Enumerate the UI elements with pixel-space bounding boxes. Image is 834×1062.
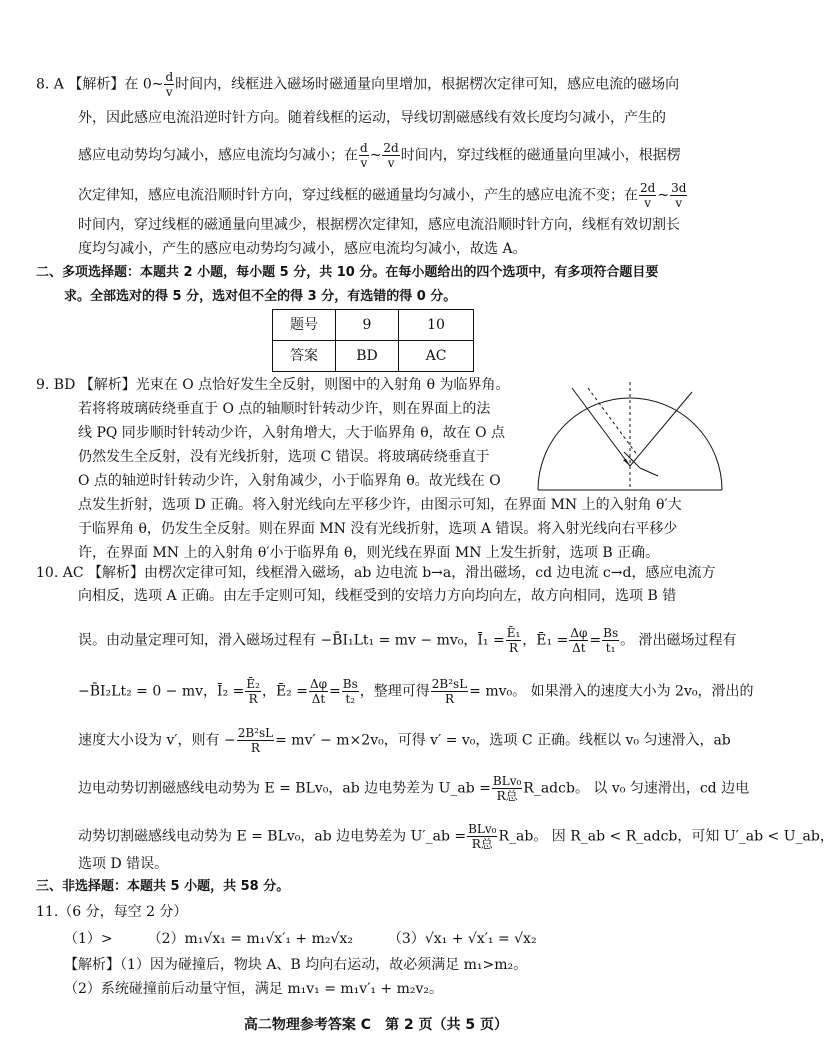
table-cell: AC [399, 341, 474, 372]
fraction: $\frac{2d}{v}$ [640, 181, 656, 210]
fraction: $\frac{\text{Ē₁}}{R}$ [506, 626, 521, 655]
refracted-ray [640, 468, 658, 476]
q8-line-5: 时间内，穿过线框的磁通量向里减少，根据楞次定律知，感应电流沿顺时针方向，线框有效切割长 [78, 217, 680, 233]
q8-line-3: 感应电动势均匀减小，感应电流均匀减小；在 $\frac{d}{v}$ ~ $\frac{2d}{v}$ 时间内，穿过线框的磁通量向里减小，根据楞 [78, 141, 681, 170]
q8-line-4: 次定律知，感应电流沿顺时针方向，穿过线框的磁通量均匀减小，产生的感应电流不变；在 $\frac{2d}{v}$ ~ $\frac{3d}{v}$ [78, 181, 687, 210]
q10-line-3: 误。由动量定理可知，滑入磁场过程有 −B̄I₁Lt₁ = mv − mv₀，Ī₁ = $\frac{\text{Ē₁}}{R}$ ，Ē₁ = $\frac{\Delta\varphi}{\Delta t}$ = $\frac{Bs}{\text{t₁}}$ 。 滑出磁场过程有 [78, 626, 737, 655]
q10-line-5: 速度大小设为 v′，则有 − $\frac{\text{2B²sL}}{R}$ = mv′ − m×2v₀，可得 v′ = v₀，选项 C 正确。线框以 v₀ 匀速滑入，ab [78, 726, 731, 755]
table-row [273, 341, 474, 372]
fraction: $\frac{\Delta\varphi}{\Delta t}$ [309, 677, 328, 706]
q9-line-5: O 点的轴逆时针转动少许，入射角减少，小于临界角 θ。故光线在 O [78, 473, 501, 489]
fraction: $\frac{3d}{v}$ [671, 181, 687, 210]
section-3-heading: 三、非选择题：本题共 5 小题，共 58 分。 [36, 879, 290, 894]
fraction: $\frac{\text{2B²sL}}{R}$ [237, 726, 274, 755]
q11-line-4: （2）系统碰撞前后动量守恒，满足 m₁v₁ = m₁v′₁ + m₂v₂。 [64, 981, 444, 997]
incident-ray [572, 388, 630, 466]
q8-line-2: 外，因此感应电流沿逆时针方向。随着线框的运动，导线切割磁感线有效长度均匀减小，产生的 [78, 110, 666, 126]
q9-line-1: 9. BD 【解析】光束在 O 点恰好发生全反射，则图中的入射角 θ 为临界角。 [36, 377, 510, 393]
fraction: $\frac{d}{v}$ [165, 70, 174, 99]
answer-table [272, 309, 474, 372]
table-cell: BD [336, 341, 399, 372]
table-cell: 9 [336, 310, 399, 341]
q10-line-8: 选项 D 错误。 [78, 856, 169, 872]
q9-line-6: 点发生折射，选项 D 正确。将入射光线向左平移少许，由图示可知，在界面 MN 上的入射角 θ′大 [78, 497, 682, 513]
q9-line-3: 线 PQ 同步顺时针转动少许，入射角增大，大于临界角 θ，故在 O 点 [78, 425, 506, 441]
arrow-icon [623, 459, 630, 466]
q10-line-2: 向相反，选项 A 正确。由左手定则可知，线框受到的安培力方向均向左，故方向相同，选项 B 错 [78, 588, 677, 604]
table-cell: 10 [399, 310, 474, 341]
q10-line-4: −B̄I₂Lt₂ = 0 − mv，Ī₂ = $\frac{\text{Ē₂}}{R}$ ，Ē₂ = $\frac{\Delta\varphi}{\Delta t}$ = $\frac{Bs}{\text{t₂}}$ ，整理可得 $\frac{\text{2B²sL}}{R}$ = mv₀。 如果滑入的速度大小为 2v₀，滑出的 [78, 677, 754, 706]
q9-line-4: 仍然发生全反射，没有光线折射，选项 C 错误。将玻璃砖绕垂直于 [78, 449, 490, 465]
fraction: $\frac{2d}{v}$ [383, 141, 399, 170]
q9-line-2: 若将将玻璃砖绕垂直于 O 点的轴顺时针转动少许，则在界面上的法 [78, 401, 491, 417]
q10-line-6: 边电动势切割磁感线电动势为 E = BLv₀，ab 边电势差为 U_ab = $\frac{\text{BLv₀}}{\text{R总}}$ R_adcb。 以 v₀ 匀速滑出，cd 边电 [78, 774, 750, 803]
q11-line-3: 【解析】（1）因为碰撞后，物块 A、B 均向右运动，故必须满足 m₁>m₂。 [64, 957, 528, 973]
fraction: $\frac{Bs}{\text{t₂}}$ [342, 677, 358, 706]
q11-line-2: （1）> （2）m₁√x₁ = m₁√x′₁ + m₂√x₂ （3）√x₁ + √x′₁ = √x₂ [64, 931, 537, 947]
section-2-heading-cont: 求。全部选对的得 5 分，选对但不全的得 3 分，有选错的得 0 分。 [64, 289, 457, 304]
fraction: $\frac{\text{Ē₂}}{R}$ [246, 677, 260, 706]
fraction: $\frac{\text{BLv₀}}{\text{R总}}$ [468, 822, 497, 851]
q9-line-8: 许，在界面 MN 上的入射角 θ′小于临界角 θ，则光线在界面 MN 上发生折射，选项 B 正确。 [78, 545, 660, 561]
fraction: $\frac{\text{2B²sL}}{R}$ [431, 677, 468, 706]
q11-line-1: 11.（6 分，每空 2 分） [36, 904, 188, 920]
q8-line-6: 度均匀减小，产生的感应电动势均匀减小，感应电流均匀减小，故选 A。 [78, 241, 527, 257]
page-footer: 高二物理参考答案 C 第 2 页（共 5 页） [243, 1017, 509, 1033]
fraction: $\frac{\Delta\varphi}{\Delta t}$ [570, 626, 588, 655]
table-cell: 题号 [273, 310, 336, 341]
table-cell: 答案 [273, 341, 336, 372]
q9-line-7: 于临界角 θ，仍发生全反射。则在界面 MN 没有光线折射，选项 A 错误。将入射光线向右平移少 [78, 521, 678, 537]
fraction: $\frac{Bs}{\text{t₁}}$ [603, 626, 619, 655]
q10-line-7: 动势切割磁感线电动势为 E = BLv₀，ab 边电势差为 U′_ab = $\frac{\text{BLv₀}}{\text{R总}}$ R_ab。 因 R_ab < R_adcb，可知 U′_ab < U_ab， [78, 822, 834, 851]
section-2-heading: 二、多项选择题：本题共 2 小题，每小题 5 分，共 10 分。在每小题给出的四个选项中，有多项符合题目要 [36, 265, 659, 280]
fraction: $\frac{\text{BLv₀}}{\text{R总}}$ [492, 774, 522, 803]
table-row [273, 310, 474, 341]
q10-line-1: 10. AC 【解析】由楞次定律可知，线框滑入磁场，ab 边电流 b→a，滑出磁场，cd 边电流 c→d，感应电流方 [36, 565, 716, 581]
q8-line-1: 8. A 【解析】在 0~ $\frac{d}{v}$ 时间内，线框进入磁场时磁通量向里增加，根据楞次定律可知，感应电流的磁场向 [36, 70, 680, 99]
fraction: $\frac{d}{v}$ [360, 141, 368, 170]
optics-figure [532, 372, 728, 502]
